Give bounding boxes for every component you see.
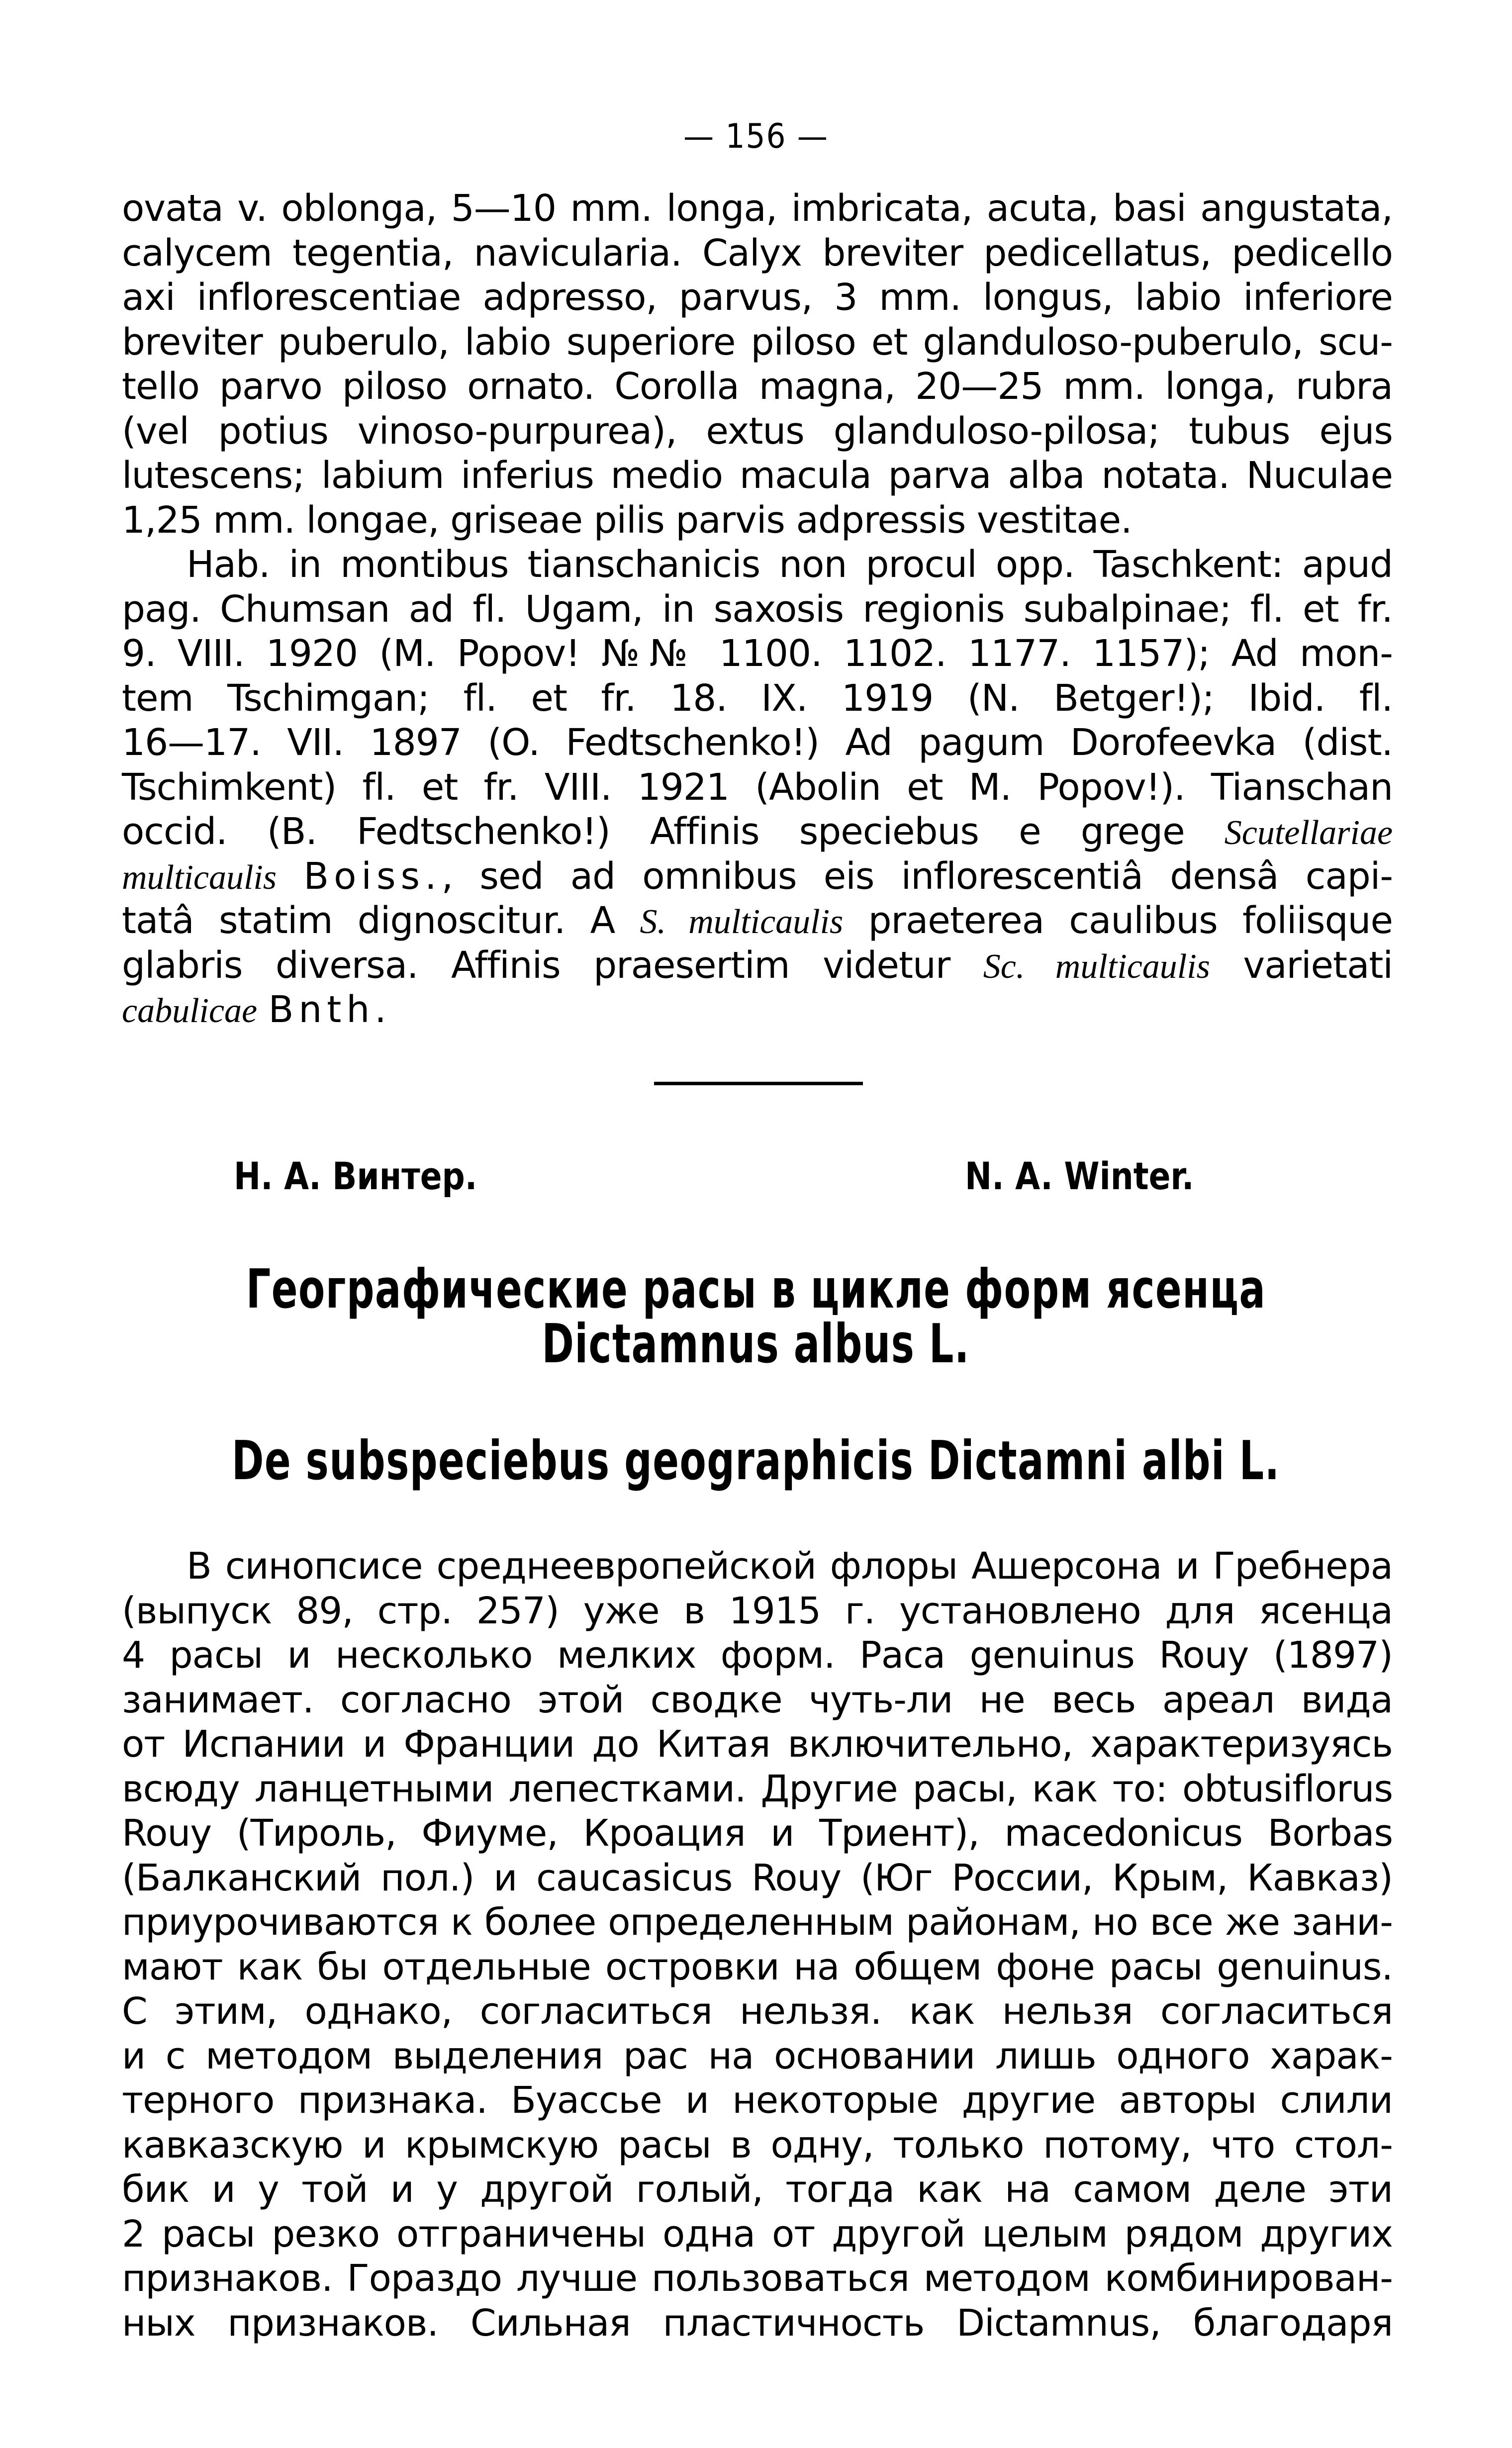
species-name-italic: Scutellariae xyxy=(1224,814,1393,852)
text-line: и с методом выделения рас на основании лишь одного харак- xyxy=(122,2034,1393,2077)
latin-paragraph-2 xyxy=(122,543,1393,1033)
text-run: praeterea caulibus foliisque xyxy=(868,899,1393,942)
text-line: от Испании и Франции до Китая включительно, характеризуясь xyxy=(122,1723,1393,1766)
text-line: Hab. in montibus tianschanicis non procul opp. Taschkent: apud xyxy=(187,543,1393,586)
article-title-latin xyxy=(0,1430,1512,1492)
text-run: tatâ statim dignoscitur. A xyxy=(122,899,615,942)
text-run: , sed ad omnibus eis inflorescentiâ densâ capi- xyxy=(441,854,1393,898)
text-line: pag. Chumsan ad fl. Ugam, in saxosis regionis subalpinae; fl. et fr. xyxy=(122,587,1393,631)
article-title-russian xyxy=(0,1258,1512,1320)
page-number: — 156 — xyxy=(683,117,829,156)
text-line: 4 расы и несколько мелких форм. Раса genuinus Rouy (1897) xyxy=(122,1634,1393,1677)
text-line: ovata v. oblonga, 5—10 mm. longa, imbricata, acuta, basi angustata, xyxy=(122,187,1393,230)
text-line: Tschimkent) fl. et fr. VIII. 1921 (Abolin et M. Popov!). Tianschan xyxy=(122,765,1393,809)
text-run: occid. (B. Fedtschenko!) Affinis speciebus e grege xyxy=(122,810,1185,853)
author-abbrev: Bnth. xyxy=(268,988,391,1031)
species-name-italic: cabulicae xyxy=(122,992,258,1030)
text-line xyxy=(122,810,1393,854)
text-line: ных признаков. Сильная пластичность Dictamnus, благодаря xyxy=(122,2301,1393,2345)
text-line: breviter puberulo, labio superiore piloso et glanduloso-puberulo, scu- xyxy=(122,320,1393,364)
text-line: бик и у той и у другой голый, тогда как на самом деле эти xyxy=(122,2168,1393,2211)
text-line: axi inflorescentiae adpresso, parvus, 3 mm. longus, labio inferiore xyxy=(122,276,1393,319)
text-line: tello parvo piloso ornato. Corolla magna, 20—25 mm. longa, rubra xyxy=(122,365,1393,408)
text-line: 2 расы резко отграничены одна от другой целым рядом других xyxy=(122,2212,1393,2256)
text-line: кавказскую и крымскую расы в одну, только потому, что стол- xyxy=(122,2123,1393,2166)
text-line: tem Tschimgan; fl. et fr. 18. IX. 1919 (N. Betger!); Ibid. fl. xyxy=(122,676,1393,720)
text-line: занимает. согласно этой сводке чуть-ли не весь ареал вида xyxy=(122,1678,1393,1721)
russian-paragraph xyxy=(122,1544,1393,2346)
text-line: 1,25 mm. longae, griseae pilis parvis adpressis vestitae. xyxy=(122,498,1132,542)
text-line: терного признака. Буассье и некоторые другие авторы слили xyxy=(122,2079,1393,2122)
text-line: С этим, однако, согласиться нельзя. как нельзя согласиться xyxy=(122,1990,1393,2033)
text-line: В синопсисе среднеевропейской флоры Ашерсона и Гребнера xyxy=(187,1545,1393,1588)
text-line: признаков. Гораздо лучше пользоваться методом комбинирован- xyxy=(122,2257,1393,2300)
text-line: calycem tegentia, navicularia. Calyx breviter pedicellatus, pedicello xyxy=(122,231,1393,275)
text-line xyxy=(122,988,1393,1033)
text-line: приурочиваются к более определенным районам, но все же зани- xyxy=(122,1901,1393,1944)
text-line: (выпуск 89, стр. 257) уже в 1915 г. установлено для ясенца xyxy=(122,1589,1393,1632)
author-name-latin: N. A. Winter. xyxy=(965,1154,1194,1198)
text-line: lutescens; labium inferius medio macula parva alba notata. Nuculae xyxy=(122,454,1393,497)
title-line: Географические расы в цикле форм ясенца xyxy=(246,1258,1266,1320)
text-line: всюду ланцетными лепестками. Другие расы, как то: obtusiflorus xyxy=(122,1767,1393,1810)
author-abbrev: Boiss. xyxy=(303,854,442,898)
text-line xyxy=(122,854,1393,899)
text-line: 9. VIII. 1920 (M. Popov! №№ 1100. 1102. 1177. 1157); Ad mon- xyxy=(122,632,1393,675)
text-line: 16—17. VII. 1897 (O. Fedtschenko!) Ad pagum Dorofeevka (dist. xyxy=(122,721,1393,764)
text-line: (Балканский пол.) и caucasicus Rouy (Юг России, Крым, Кавказ) xyxy=(122,1856,1393,1899)
text-run: glabris diversa. Affinis praesertim videtur xyxy=(122,943,950,987)
text-line: Rouy (Тироль, Фиуме, Кроация и Триент), macedonicus Borbas xyxy=(122,1812,1393,1855)
text-line: (vel potius vinoso-purpurea), extus glanduloso-pilosa; tubus ejus xyxy=(122,409,1393,453)
article-title-russian-line2 xyxy=(0,1313,1512,1375)
species-name-italic: S. multicaulis xyxy=(640,903,844,941)
species-name-italic: Sc. multicaulis xyxy=(983,947,1210,986)
text-run: varietati xyxy=(1243,943,1393,987)
text-line xyxy=(122,943,1393,988)
section-divider xyxy=(654,1082,863,1085)
text-line xyxy=(122,899,1393,943)
latin-paragraph-1 xyxy=(122,187,1393,543)
species-name-italic: multicaulis xyxy=(122,858,277,897)
title-line: Dictamnus albus L. xyxy=(542,1313,970,1375)
text-line: мают как бы отдельные островки на общем фоне расы genuinus. xyxy=(122,1945,1393,1988)
author-name-russian: Н. А. Винтер. xyxy=(234,1154,477,1198)
title-line: De subspeciebus geographicis Dictamni albi L. xyxy=(232,1430,1280,1492)
